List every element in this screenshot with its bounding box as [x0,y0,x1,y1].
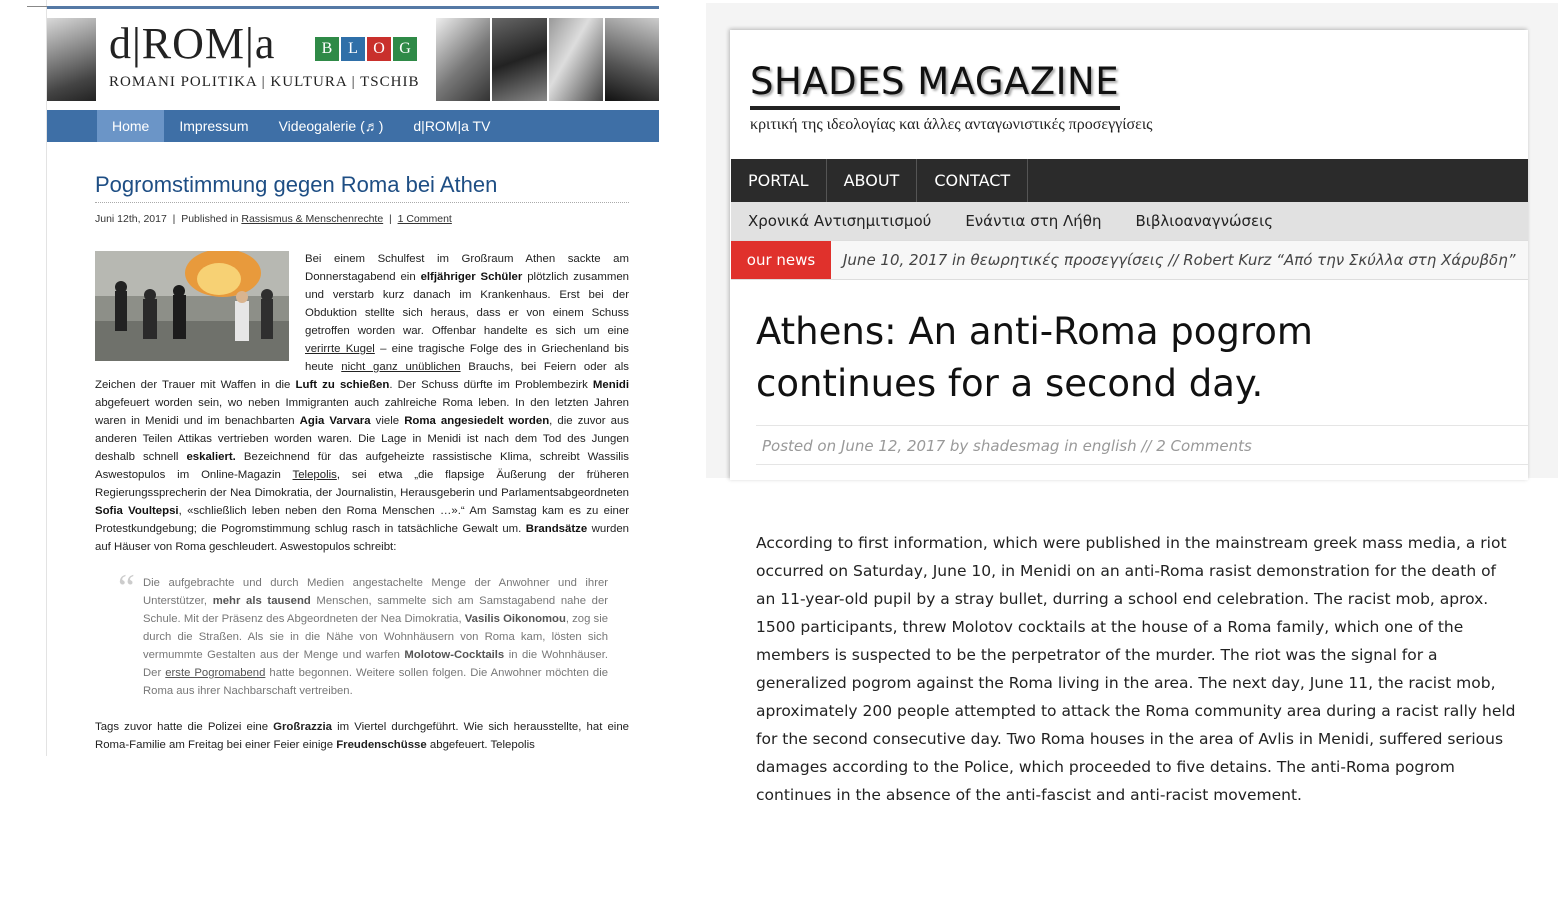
text-run: , «schließlich leben neben den Roma Menschen …».“ Am Samstag kam es zu einer Protestkundgebung; die Pogromstimmung schlug rasch in tatsächliche Gewalt um. [95,505,629,535]
post-body-paragraph-2 [95,718,629,754]
inline-link[interactable]: verirrte Kugel [305,343,375,355]
text-run: Tags zuvor hatte die Polizei eine [95,721,274,733]
bold-phrase: Vasilis Oikonomou [464,613,566,625]
blog-nav-droma-tv[interactable]: d|ROM|a TV [413,118,491,134]
inline-link[interactable]: Telepolis [292,469,337,481]
bold-phrase: Freudenschüsse [336,739,427,751]
text-run: Die aufgebrachte und durch Medien angestachelte Menge der Anwohner und ihrer Unterstützer, [143,577,608,607]
nav-portal[interactable]: PORTAL [731,159,827,202]
text-run: im Viertel durchgeführt. Wie sich herausstellte, hat eine Roma-Familie am Freitag bei einer Feier einige [95,721,629,751]
site-title[interactable]: SHADES MAGAZINE [750,60,1120,103]
bold-phrase: Molotow-Cocktails [404,649,505,661]
blog-tile-o: O [367,37,391,61]
inline-link[interactable]: erste Pogromabend [165,667,266,679]
blog-tile-l: L [341,37,365,61]
news-ticker-item[interactable]: June 10, 2017 in θεωρητικές προσεγγίσεις // Robert Kurz “Από την Σκύλλα στη Χάρυβδη” [843,251,1516,269]
text-run: Bezeichnend für das aufgeheizte rassistische Klima, schreibt Wassilis Aswestopulos im Online-Magazin [95,451,629,481]
post-title-divider [95,202,629,203]
quote-mark-icon: “ [118,567,135,609]
header-rule-extension [27,6,47,7]
our-news-badge: our news [731,241,831,279]
article-title: Athens: An anti-Roma pogrom continues for a second day. [756,310,1313,405]
post-published-label: Published in [181,213,239,225]
bold-phrase: Sofia Voultepsi [95,505,179,517]
bold-phrase: Brandsätze [525,523,588,535]
blog-nav-videogalerie[interactable]: Videogalerie (♬) [278,118,384,134]
text-run: – eine tragische Folge des in Griechenland bis heute [305,343,629,373]
blog-logo[interactable]: d|ROM|a [109,19,276,68]
news-ticker-bar [731,240,1528,280]
sub-nav-bar [731,202,1528,240]
text-run: , die zuvor aus anderen Teilen Attikas vertrieben worden waren. Die Lage in Menidi ist nach dem Tod des Jungen deshalb schnell [95,415,630,463]
blog-nav-impressum[interactable]: Impressum [179,118,249,134]
bold-phrase: elfjähriger Schüler [420,271,523,283]
post-date: Juni 12th, 2017 [95,213,167,225]
article-body: According to first information, which were published in the mainstream greek mass media, a riot occurred on Saturday, June 10, in Menidi on an anti-Roma rasist demonstration for the death of an 11-year-old pupil by a stray bullet, durring a school end celebration. The racist mob, aprox. 1500 participants, threw Molotov cocktails at the house of a Roma family, which one of the members is suspected to be the perpetrator of the murder. The riot was the signal for a generalized pogrom against the Roma living in the area. The next day, June 11, the racist mob, aproximately 200 people attempted to attack the Roma community area during a racist rally held for the second consecutive day. Two Roma houses in the area of Avlis in Menidi, suffered serious damages according to the Police, which proceeded to five detains. The anti-Roma pogrom continues in the absence of the anti-fascist and anti-racist movement. [756,534,1516,804]
site-subtitle: κριτική της ιδεολογίας και άλλες ανταγωνιστικές προσεγγίσεις [750,116,1153,133]
bold-phrase: Luft zu schießen [295,379,390,391]
bold-phrase: mehr als tausend [212,595,311,607]
droma-blog-screenshot [46,0,659,756]
bold-phrase: Großrazzia [273,721,332,733]
post-title[interactable]: Pogromstimmung gegen Roma bei Athen [95,172,498,197]
bold-phrase: Agia Varvara [299,415,371,427]
header-photo-4 [605,18,659,101]
header-portrait-image [47,18,96,101]
text-run: Brauchs, bei Feiern oder als Zeichen der Trauer mit Waffen in die [95,361,629,391]
main-nav-bar [731,159,1528,202]
text-run: plötzlich zusammen und verstarb kurz danach im Krankenhaus. Erst bei der Obduktion stellte sich heraus, dass er von einem Schuss getroffen worden war. Offenbar handelte es sich um eine [305,271,629,337]
post-meta: Juni 12th, 2017 | Published in Rassismus & Menschenrechte | 1 Comment [95,213,452,225]
header-photo-3 [549,18,603,101]
subnav-against-oblivion[interactable]: Ενάντια στη Λήθη [965,212,1102,230]
blog-letter-tiles [315,37,417,61]
header-top-rule [47,6,659,9]
bold-phrase: Roma angesiedelt worden [404,415,550,427]
nav-about[interactable]: ABOUT [827,159,918,202]
text-run: , sei etwa „die flapsige Äußerung der früheren Regierungssprecherin der Nea Dimokratia, der Journalistin, Herausgeberin und Parlamentsabgeordneten [95,469,629,499]
text-run: abgefeuert worden sein, wo neben Immigranten auch zahlreiche Roma leben. In den letzten Jahren waren in Menidi und im benachbarten [95,397,629,427]
nav-contact[interactable]: CONTACT [917,159,1028,202]
text-run: abgefeuert. Telepolis [426,739,535,751]
text-run: hatte begonnen. Weitere sollen folgen. Die Anwohner möchten die Roma aus ihrer Nachbarschaft vertreiben. [143,667,608,697]
text-run: Menschen, sammelte sich am Samstagabend nahe der Schule. Mit der Präsenz des Abgeordneten der Nea Dimokratia, [143,595,608,625]
bold-phrase: eskaliert. [186,451,236,463]
text-run: viele [370,415,405,427]
subnav-book-reviews[interactable]: Βιβλιοαναγνώσεις [1135,212,1274,230]
site-title-underline [750,106,1120,110]
blog-tile-b: B [315,37,339,61]
blog-nav-bar [47,110,659,142]
post-category-link[interactable]: Rassismus & Menschenrechte [241,213,384,225]
header-photo-1 [436,18,490,101]
subnav-antisemitism-chronicles[interactable]: Χρονικά Αντισημιτισμού [748,212,932,230]
post-comments-link[interactable]: 1 Comment [397,213,452,225]
text-run: wurden auf Häuser von Roma geschleudert. Aswestopulos schreibt: [95,523,629,553]
header-photo-2 [492,18,546,101]
text-run: Bei einem Schulfest im Großraum Athen sackte am Donnerstagabend ein [305,253,629,283]
post-blockquote [143,574,608,700]
bold-phrase: Menidi [592,379,629,391]
article-meta: Posted on June 12, 2017 by shadesmag in english // 2 Comments [756,425,1528,465]
inline-link[interactable]: nicht ganz unüblichen [341,361,461,373]
header-photo-strip [436,18,659,101]
blog-tagline: ROMANI POLITIKA | KULTURA | TSCHIB [109,74,420,90]
blog-tile-g: G [393,37,417,61]
text-run: in die Wohnhäuser. Der [143,649,608,679]
post-body-paragraph-1 [95,250,629,556]
text-run: . Der Schuss dürfte im Problembezirk [389,379,593,391]
blog-nav-home[interactable]: Home [97,110,164,142]
text-run: , zog sie durch die Straßen. Als sie in die Nähe von Wohnhäusern von Roma kam, lösten sich vermummte Gestalten aus der Menge und warfen [143,613,608,661]
